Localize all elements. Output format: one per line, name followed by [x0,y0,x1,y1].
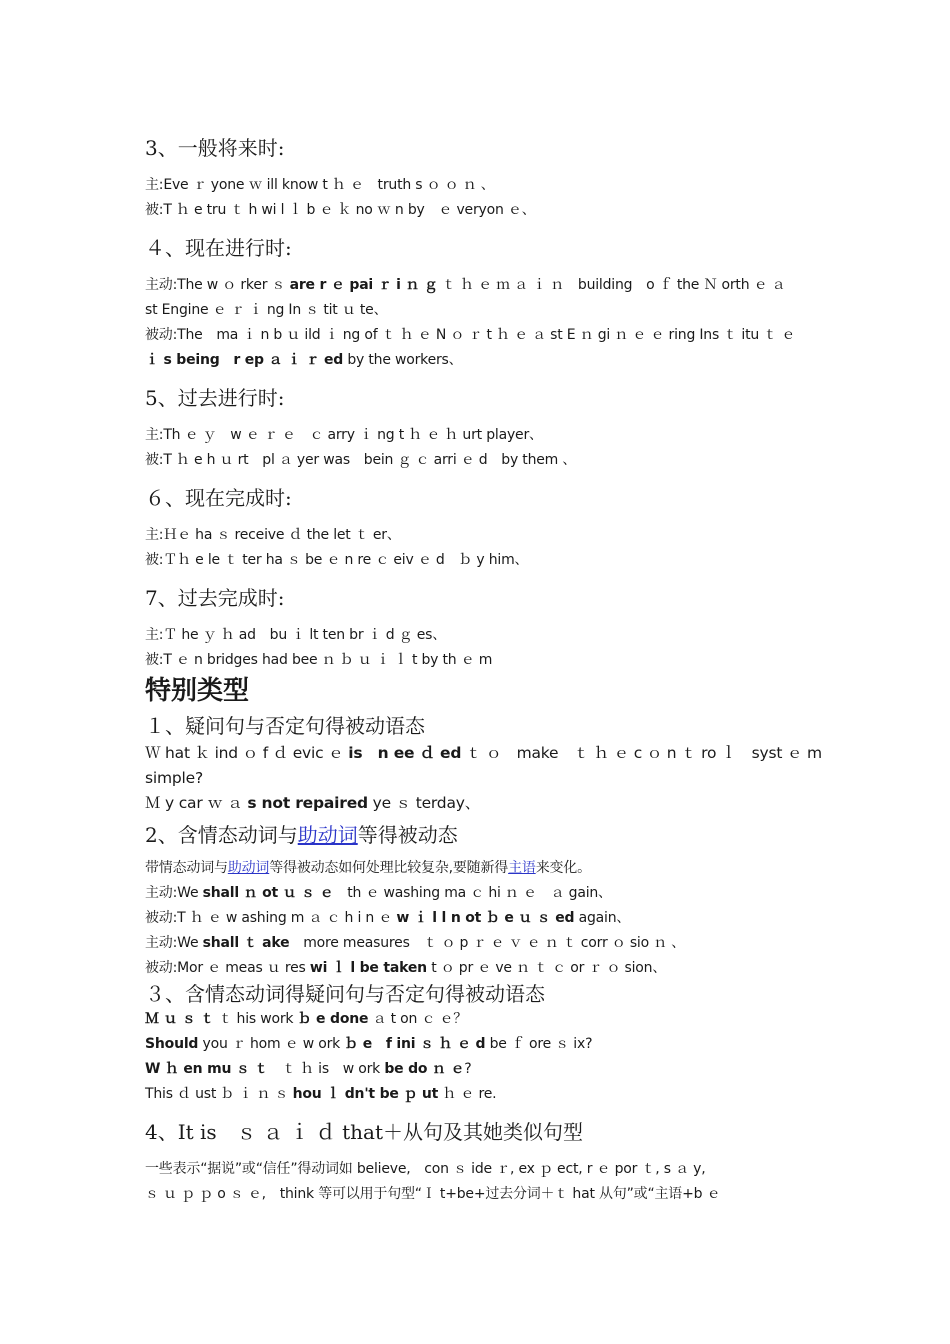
text-run: Ｍ y car ｗ ａ [145,794,248,812]
special-types-title: 特别类型 [145,676,250,706]
bold-run: ｂ e done [297,1011,369,1027]
text-run: ye ｓ terday、 [367,794,481,812]
text-run: t ｏ pr ｅ ve ｎ ｔ ｃ or ｒ ｏ sion、 [426,960,667,976]
example-passive: 被:Ｔｈ e le ｔ ter ha ｓ be ｅ n re ｃ eiv ｅ d ｂ y him、 [145,552,529,568]
bold-run: ｂ e f ini ｓ ｈ ｅ d [344,1036,486,1052]
text-run: ? [464,1061,472,1077]
description-paragraph [145,856,810,881]
bold-run: Ｍ ｕ ｓ ｔ [145,1011,215,1027]
bold-run: s not repaired [247,794,368,812]
example-passive [145,956,810,981]
text-run: again、 [574,910,631,926]
example-passive: 被动:The ma ｉ n b ｕ ild ｉ ng of ｔ ｈ ｅ N ｏ ｒ t ｈ ｅ ａ st E ｎ gi ｎ ｅ ｅ ring Ins ｔ itu ｔ ｅ [145,327,796,343]
text-run: more measures ｔ ｏ p ｒ ｅ ｖ ｅ ｎ ｔ corr ｏ sio ｎ 、 [289,935,686,951]
text-run: 来变化。 [535,860,591,876]
bold-run: Should [145,1036,199,1052]
example-sentence-continued: simple? [145,769,203,787]
example-passive: 被:T ｈ e h ｕ rt pl ａ yer was bein ｇ ｃ arri ｅ d by them 、 [145,452,577,468]
text-run: ｔ ｈ is w ork [268,1061,385,1077]
text-run: 等得被动态 [357,823,458,847]
document-content [145,133,822,1207]
example-active-continued: st Engine ｅ ｒ ｉ ng In ｓ tit ｕ te、 [145,302,388,318]
description-paragraph-continued: ｓ ｕ ｐ ｐ o ｓ ｅ, think 等可以用于句型“Ｉ t+be+过去分词＋ｔ hat 从句”或“主语+b ｅ [145,1186,721,1202]
text-run: ｔ ｈ ｅ ｍ ａ ｉ ｎ building o ｆ the Ｎ orth ｅ ａ [437,277,786,293]
bold-run: w ｉ l l n ot ｂ e ｕ ｓ ed [396,910,575,926]
example-passive: 被:T ｅ n bridges had bee ｎ ｂ ｕ ｉ ｌ t by th ｅ m [145,652,493,668]
section-heading-simple-future: 3、一般将来时: [145,136,285,160]
example-passive-continued [145,348,810,373]
text-run: ｈ ｅ re. [438,1086,497,1102]
text-run: ａ t on ｃ ｅ？ [368,1011,468,1027]
example-passive: 被:T ｈ e tru ｔ h wi l ｌ b ｅ ｋ no ｗ n by ｅ veryon ｅ、 [145,202,536,218]
text-run: you ｒ hom ｅ w ork [198,1036,345,1052]
bold-run: ｉ s being r ep ａ ｉ ｒ ed [145,352,344,368]
text-run: 被动:Mor ｅ meas ｕ res [145,960,310,976]
text-run: 主动:We [145,885,203,901]
text-run: ｔ ｏ make ｔ ｈ ｅ c ｏ n ｔ ro ｌ syst ｅ m [461,744,822,762]
text-run: 主动:The w ｏ rker ｓ [145,277,290,293]
example-sentence [145,741,822,766]
example-active [145,881,810,906]
subsection-heading-modal-auxiliary [145,820,810,850]
example-passive [145,906,810,931]
text-run: by the workers、 [343,352,463,368]
example-active [145,931,810,956]
example-question [145,1007,810,1032]
example-active: 主:Ｈｅ ha ｓ receive ｄ the let ｔ er、 [145,527,401,543]
bold-run: hou ｌ dn't be ｐ ut [292,1086,439,1102]
text-run: 被动:T ｈ ｅ w ashing m ａ ｃ h i n ｅ [145,910,397,926]
text-run: 主动:We [145,935,203,951]
bold-run: are r ｅ pai ｒ i ｎ ｇ [289,277,438,293]
example-question [145,1032,810,1057]
section-heading-past-continuous: 5、过去进行时: [145,386,285,410]
text-run: th ｅ washing ma ｃ hi ｎ ｅ ａ gain、 [333,885,612,901]
example-active: 主:Eve ｒ yone ｗ ill know t ｈ ｅ truth s ｏ ｏ ｎ 、 [145,177,495,193]
text-run: This ｄ ust ｂ ｉ ｎ ｓ [145,1086,293,1102]
bold-run: wi ｌ l be taken [309,960,427,976]
bold-run: is n ee ｄ ed [348,744,462,762]
example-question [145,1057,810,1082]
subsection-heading-it-is-said: 4、It is ｓ ａ ｉ ｄ that＋从句及其她类似句型 [145,1120,583,1144]
bold-run: W ｈ en mu ｓ ｔ [145,1061,269,1077]
text-run: 带情态动词与 [145,860,228,876]
section-heading-past-perfect: 7、过去完成时: [145,586,285,610]
description-paragraph: 一些表示“据说”或“信任”得动词如 believe, con ｓ ide ｒ, ex ｐ ect, r ｅ por ｔ, s ａ y, [145,1161,706,1177]
text-run: be ｆ ore ｓ ix? [485,1036,593,1052]
bold-run: be do ｎ ｅ [384,1061,465,1077]
text-run: 等得被动态如何处理比较复杂,要随新得 [269,860,509,876]
example-sentence [145,791,810,816]
auxiliary-verb-link[interactable]: 助动词 [227,860,270,876]
subsection-heading-questions-negatives: １、疑问句与否定句得被动语态 [145,714,425,738]
example-active [145,273,810,298]
bold-run: shall ｔ ake [202,935,290,951]
subject-link[interactable]: 主语 [508,860,536,876]
subsection-heading-modal-questions: ３、含情态动词得疑问句与否定句得被动语态 [145,982,545,1006]
text-run: ｔ his work [214,1011,298,1027]
text-run: 2、含情态动词与 [145,823,298,847]
auxiliary-verb-link[interactable]: 助动词 [297,823,358,847]
text-run: Ｗ hat ｋ ind ｏ f ｄ evic ｅ [145,744,349,762]
bold-run: shall ｎ ot ｕ ｓ ｅ [202,885,334,901]
example-negative [145,1082,810,1107]
section-heading-present-perfect: ６、现在完成时: [145,486,292,510]
example-active: 主:Ｔ he ｙ ｈ ad bu ｉ lt ten br ｉ d ｇ es、 [145,627,447,643]
section-heading-present-continuous: ４、现在进行时: [145,236,292,260]
example-active: 主:Th ｅ ｙ w ｅ ｒ ｅ ｃ arry ｉ ng t ｈ ｅ ｈ urt player、 [145,427,543,443]
